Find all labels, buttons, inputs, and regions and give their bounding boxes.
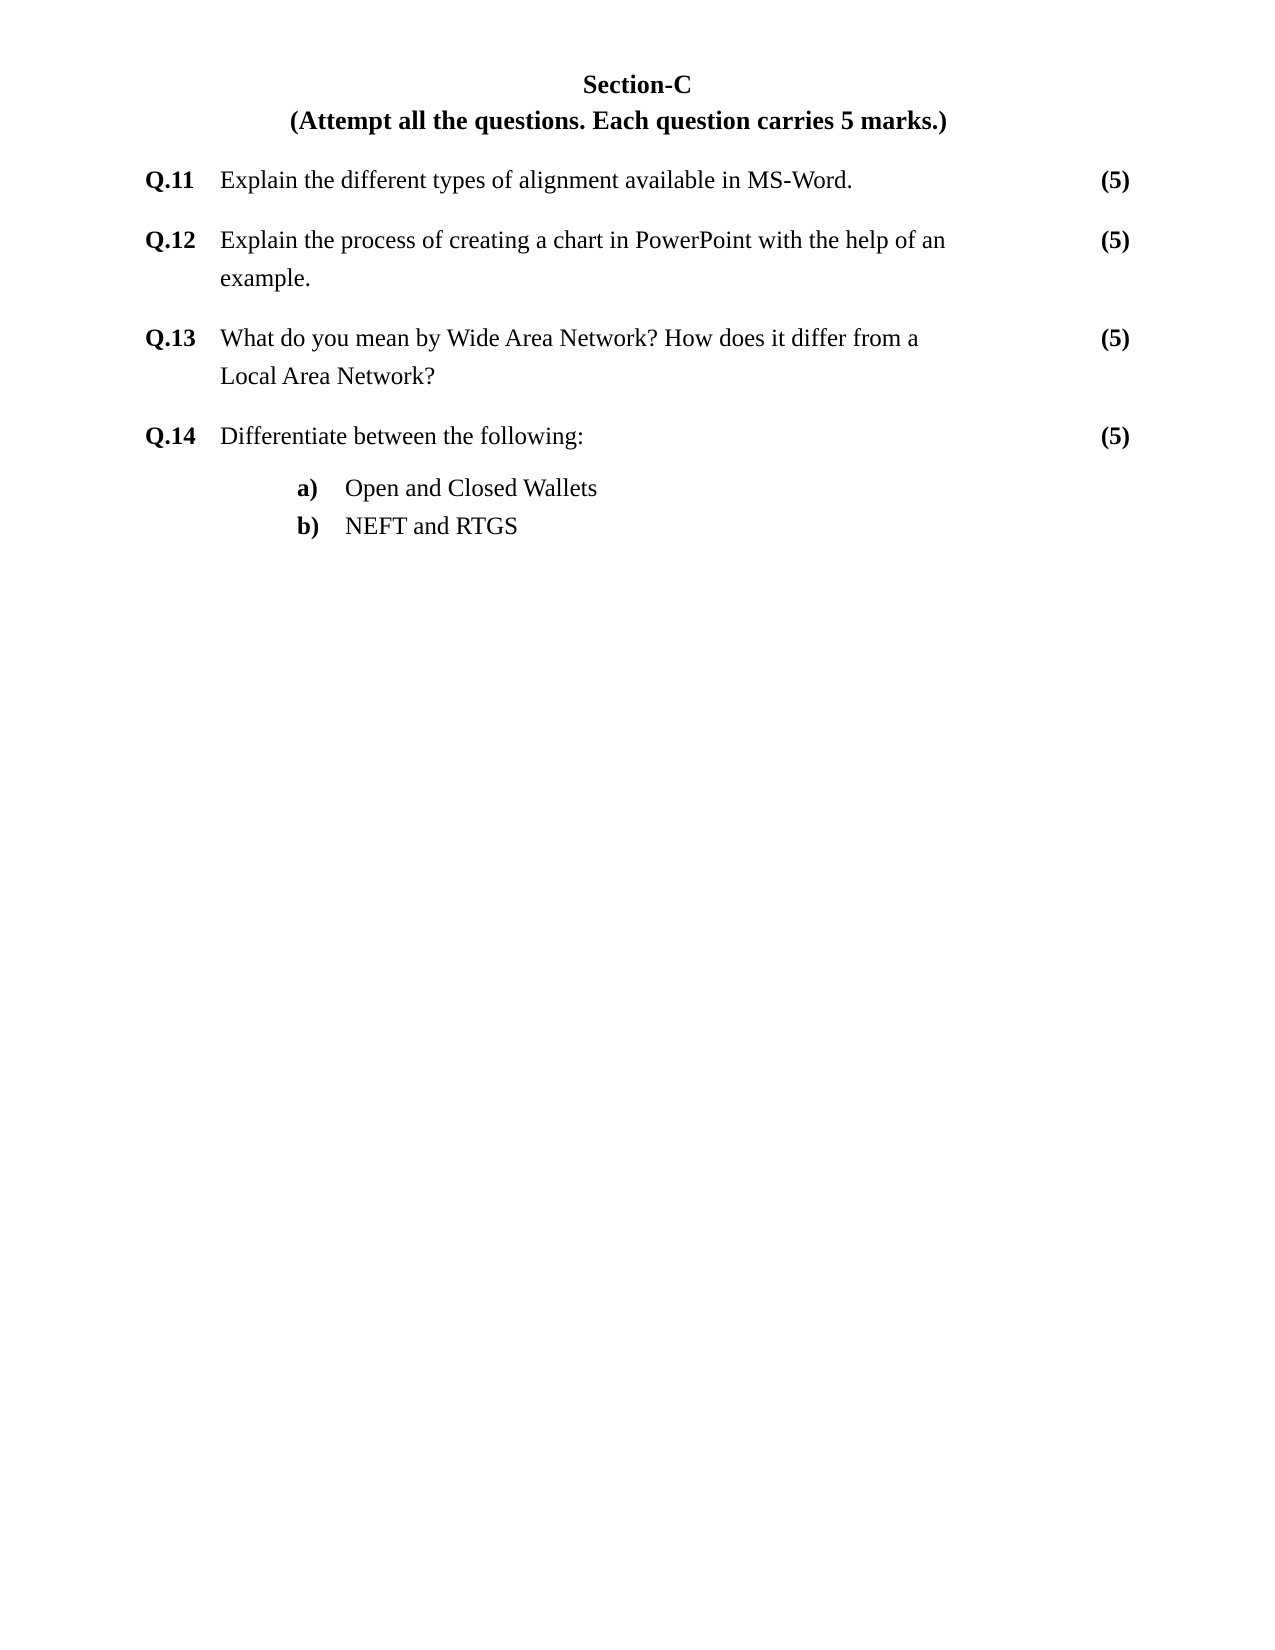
question-marks: (5) [1100,167,1130,194]
section-header [0,68,1275,138]
question-body [220,222,1070,298]
question-list [145,162,1130,568]
question-number: Q.13 [145,325,196,352]
question-text: Explain the different types of alignment available in MS-Word. [220,167,853,194]
question-body [220,162,1070,200]
question-marks: (5) [1100,227,1130,254]
question-text: What do you mean by Wide Area Network? How does it differ from a Local Area Network? [220,325,919,390]
question-marks: (5) [1100,325,1130,352]
section-title: Section-C [582,70,693,99]
question-body [220,418,1070,546]
question-item [145,418,1130,546]
question-text: Differentiate between the following: [220,423,584,450]
question-marks: (5) [1100,423,1130,450]
question-item [145,320,1130,396]
subitem-text: NEFT and RTGS [345,513,519,540]
subitem-marker: a) [297,475,318,502]
question-item [145,222,1130,298]
section-instruction: (Attempt all the questions. Each question carries 5 marks.) [289,106,948,135]
question-subitem [297,470,1056,508]
question-number: Q.11 [145,167,195,194]
subitem-text: Open and Closed Wallets [345,475,598,502]
question-number: Q.14 [145,423,196,450]
question-item [145,162,1130,200]
question-subitem-list [297,470,1056,546]
question-subitem [297,508,1056,546]
subitem-marker: b) [297,513,320,540]
question-text: Explain the process of creating a chart in PowerPoint with the help of an example. [220,227,946,292]
question-number: Q.12 [145,227,196,254]
question-body [220,320,1070,396]
